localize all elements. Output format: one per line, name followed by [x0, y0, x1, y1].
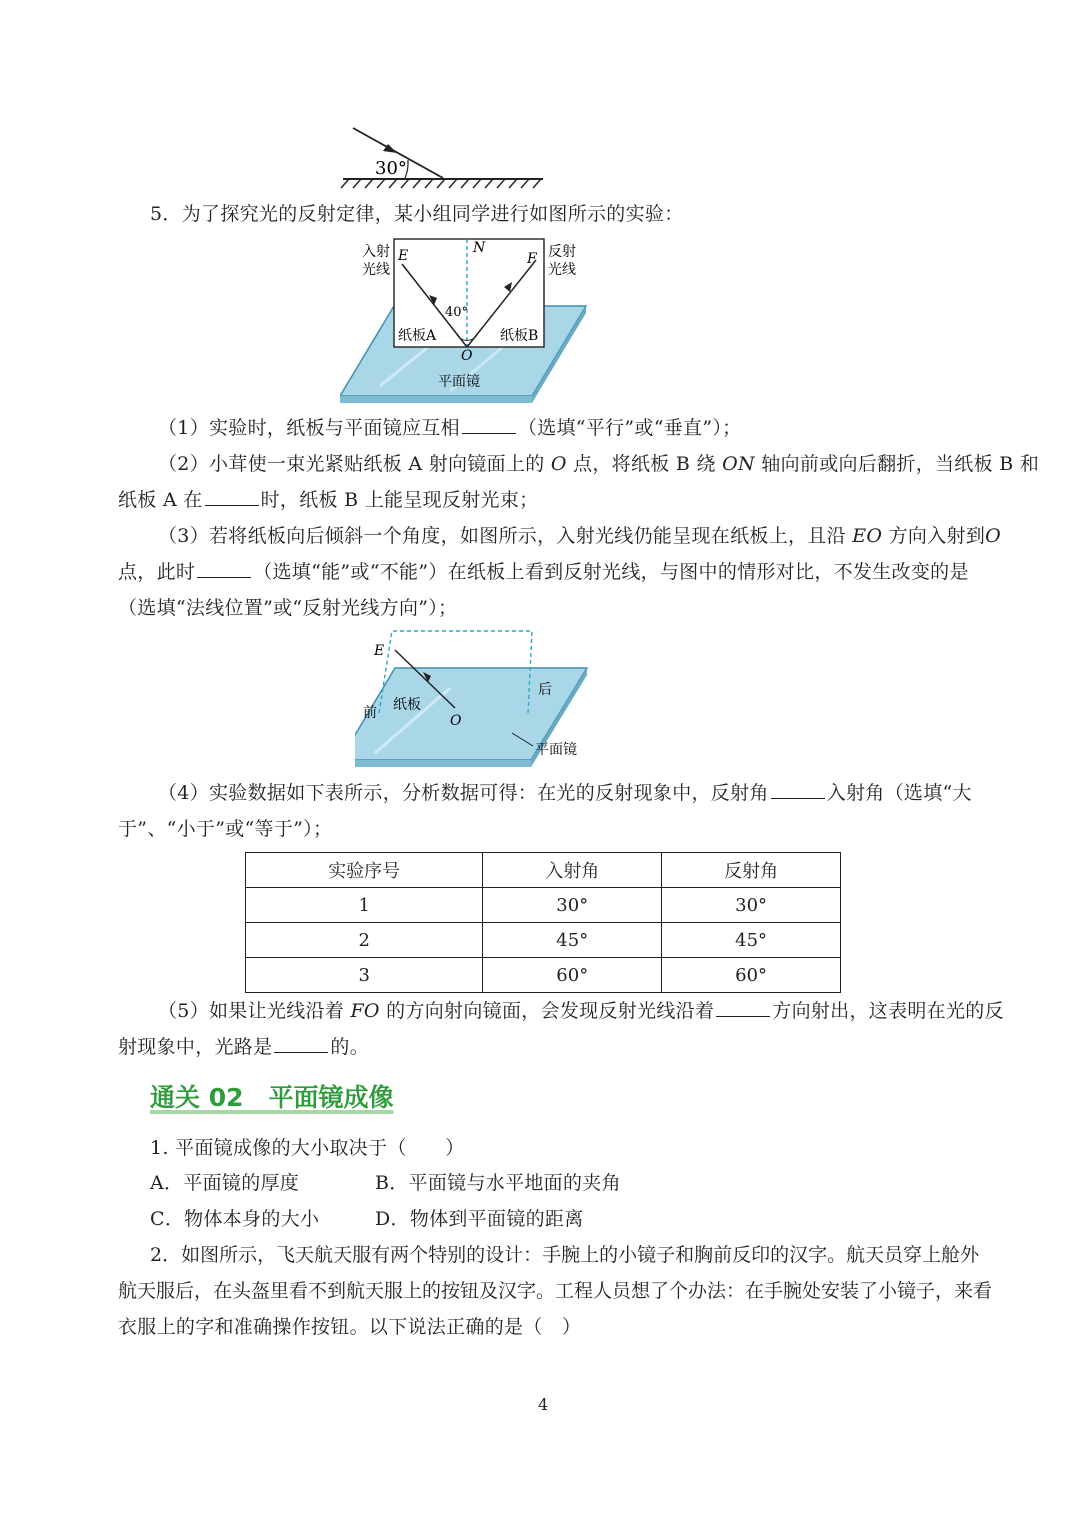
svg-text:平面镜: 平面镜 — [438, 374, 480, 390]
svg-text:纸板A: 纸板A — [398, 328, 437, 344]
svg-text:纸板B: 纸板B — [500, 328, 539, 344]
tilted-board-figure — [355, 628, 595, 773]
svg-text:平面镜: 平面镜 — [535, 742, 577, 758]
table-header-row — [246, 853, 841, 888]
table-header: 反射角 — [662, 853, 841, 888]
svg-text:O: O — [450, 713, 462, 729]
q5-part3-line1: （3）若将纸板向后倾斜一个角度，如图所示，入射光线仍能呈现在纸板上，且沿 EO 方向入射到O — [158, 525, 1002, 547]
svg-text:前: 前 — [363, 705, 377, 721]
table-row: 3 60° 60° — [246, 958, 841, 993]
answer-blank[interactable] — [197, 559, 251, 578]
q5-part4-line1: （4）实验数据如下表所示，分析数据可得：在光的反射现象中，反射角 入射角（选填“大 — [158, 782, 972, 804]
q5-part1: （1）实验时，纸板与平面镜应互相 （选填“平行”或“垂直”）； — [158, 417, 742, 439]
svg-text:E: E — [374, 643, 385, 659]
top-angle-figure — [335, 120, 555, 192]
q5-part3-line3: （选填“法线位置”或“反射光线方向”）； — [118, 597, 458, 619]
svg-text:E: E — [398, 248, 409, 264]
svg-text:光线: 光线 — [362, 262, 390, 278]
svg-text:40°: 40° — [445, 305, 469, 320]
option-a[interactable]: A．平面镜的厚度 — [150, 1172, 300, 1194]
reflection-apparatus-figure — [340, 236, 590, 404]
answer-blank[interactable] — [274, 1034, 328, 1053]
q5-part4-line2: 于”、“小于”或“等于”）； — [118, 818, 333, 840]
page-number: 4 — [538, 1395, 549, 1414]
q5-part2-line2: 纸板 A 在 时，纸板 B 上能呈现反射光束； — [118, 489, 539, 511]
svg-text:F: F — [527, 251, 537, 267]
section-title: 通关 02 平面镜成像 — [150, 1083, 394, 1112]
svg-text:光线: 光线 — [548, 262, 576, 278]
svg-text:入射: 入射 — [362, 244, 390, 260]
table-row: 1 30° 30° — [246, 888, 841, 923]
table-row: 2 45° 45° — [246, 923, 841, 958]
svg-text:反射: 反射 — [548, 244, 576, 260]
angle-label: 30° — [375, 158, 407, 179]
option-c[interactable]: C．物体本身的大小 — [150, 1208, 320, 1230]
option-b[interactable]: B．平面镜与水平地面的夹角 — [375, 1172, 621, 1194]
s2-q2-line1: 2．如图所示，飞天航天服有两个特别的设计：手腕上的小镜子和胸前反印的汉字。航天员穿上舱外 — [150, 1244, 980, 1266]
s2-q2-line2: 航天服后，在头盔里看不到航天服上的按钮及汉字。工程人员想了个办法：在手腕处安装了小镜子，来看 — [118, 1280, 993, 1302]
q5-stem: 5．为了探究光的反射定律，某小组同学进行如图所示的实验： — [150, 203, 684, 225]
q5-part5-line1: （5）如果让光线沿着 FO 的方向射向镜面，会发现反射光线沿着 方向射出，这表明在光的反 — [158, 1000, 1004, 1022]
q5-part2-line1: （2）小茸使一束光紧贴纸板 A 射向镜面上的 O 点，将纸板 B 绕 ON 轴向前或向后翻折，当纸板 B 和 — [158, 453, 1040, 475]
answer-blank[interactable] — [205, 487, 259, 506]
answer-blank[interactable] — [716, 998, 770, 1017]
table-header: 入射角 — [483, 853, 662, 888]
table-header: 实验序号 — [246, 853, 483, 888]
answer-blank[interactable] — [771, 780, 825, 799]
q5-part3-line2: 点，此时 （选填“能”或“不能”）在纸板上看到反射光线，与图中的情形对比，不发生改变的是 — [118, 561, 969, 583]
s2-q2-line3: 衣服上的字和准确操作按钮。以下说法正确的是（ ） — [118, 1316, 582, 1338]
svg-text:O: O — [461, 348, 473, 364]
svg-text:纸板: 纸板 — [393, 697, 421, 713]
s2-q1-stem: 1. 平面镜成像的大小取决于（ ） — [150, 1137, 465, 1159]
answer-blank[interactable] — [462, 415, 516, 434]
svg-text:N: N — [473, 240, 486, 256]
q5-part5-line2: 射现象中，光路是 的。 — [118, 1036, 370, 1058]
option-d[interactable]: D．物体到平面镜的距离 — [375, 1208, 584, 1230]
data-table — [245, 852, 841, 993]
svg-text:后: 后 — [538, 682, 552, 698]
